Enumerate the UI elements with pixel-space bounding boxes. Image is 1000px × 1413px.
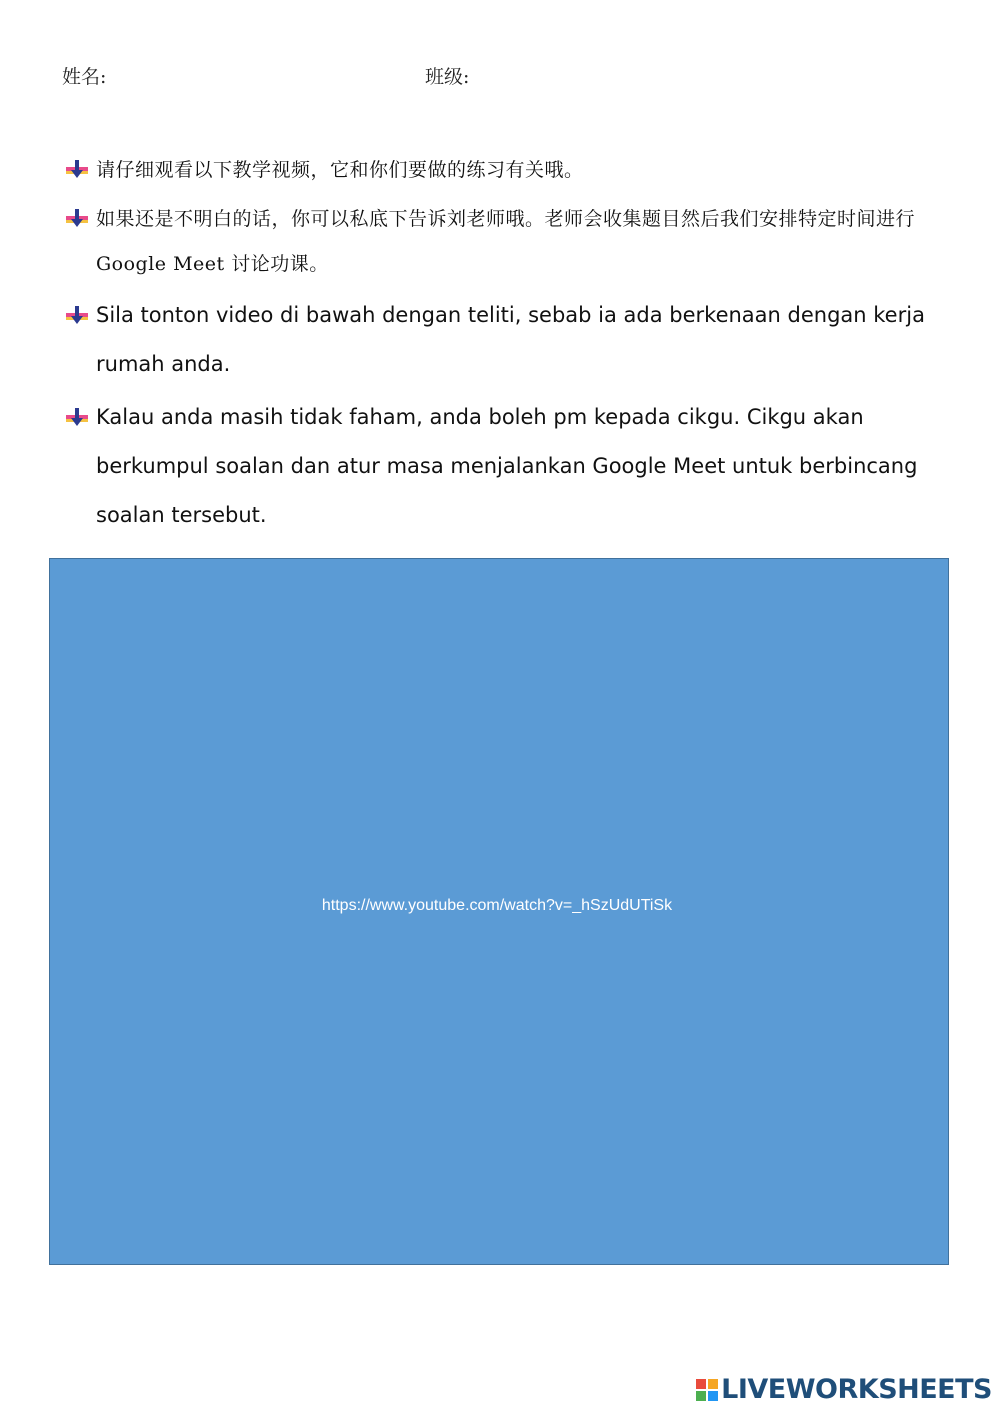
instruction-item	[62, 393, 942, 540]
instruction-item	[62, 148, 942, 193]
class-label: 班级:	[425, 66, 470, 88]
video-embed-box[interactable]	[49, 558, 949, 1265]
down-arrow-bullet-icon	[66, 304, 88, 326]
instruction-item	[62, 197, 942, 287]
class-field	[425, 62, 469, 89]
instruction-text: 请仔细观看以下教学视频，它和你们要做的练习有关哦。	[96, 159, 584, 181]
name-field	[62, 62, 106, 89]
liveworksheets-logo-icon	[696, 1379, 718, 1401]
down-arrow-bullet-icon	[66, 406, 88, 428]
video-url-link[interactable]: https://www.youtube.com/watch?v=_hSzUdUTiSk	[321, 896, 673, 914]
liveworksheets-brand[interactable]	[696, 1374, 992, 1405]
name-label: 姓名:	[62, 66, 107, 88]
down-arrow-bullet-icon	[66, 158, 88, 180]
brand-name: LIVEWORKSHEETS	[721, 1374, 992, 1405]
instruction-list	[62, 148, 942, 544]
instruction-text: 如果还是不明白的话，你可以私底下告诉刘老师哦。老师会收集题目然后我们安排特定时间进行 Google Meet 讨论功课。	[96, 208, 916, 275]
down-arrow-bullet-icon	[66, 207, 88, 229]
instruction-item	[62, 291, 942, 389]
instruction-text: Sila tonton video di bawah dengan teliti, sebab ia ada berkenaan dengan kerja rumah anda.	[96, 303, 925, 376]
instruction-text: Kalau anda masih tidak faham, anda boleh pm kepada cikgu. Cikgu akan berkumpul soalan dan atur masa menjalankan Google Meet untuk berbincang soalan tersebut.	[96, 405, 918, 527]
